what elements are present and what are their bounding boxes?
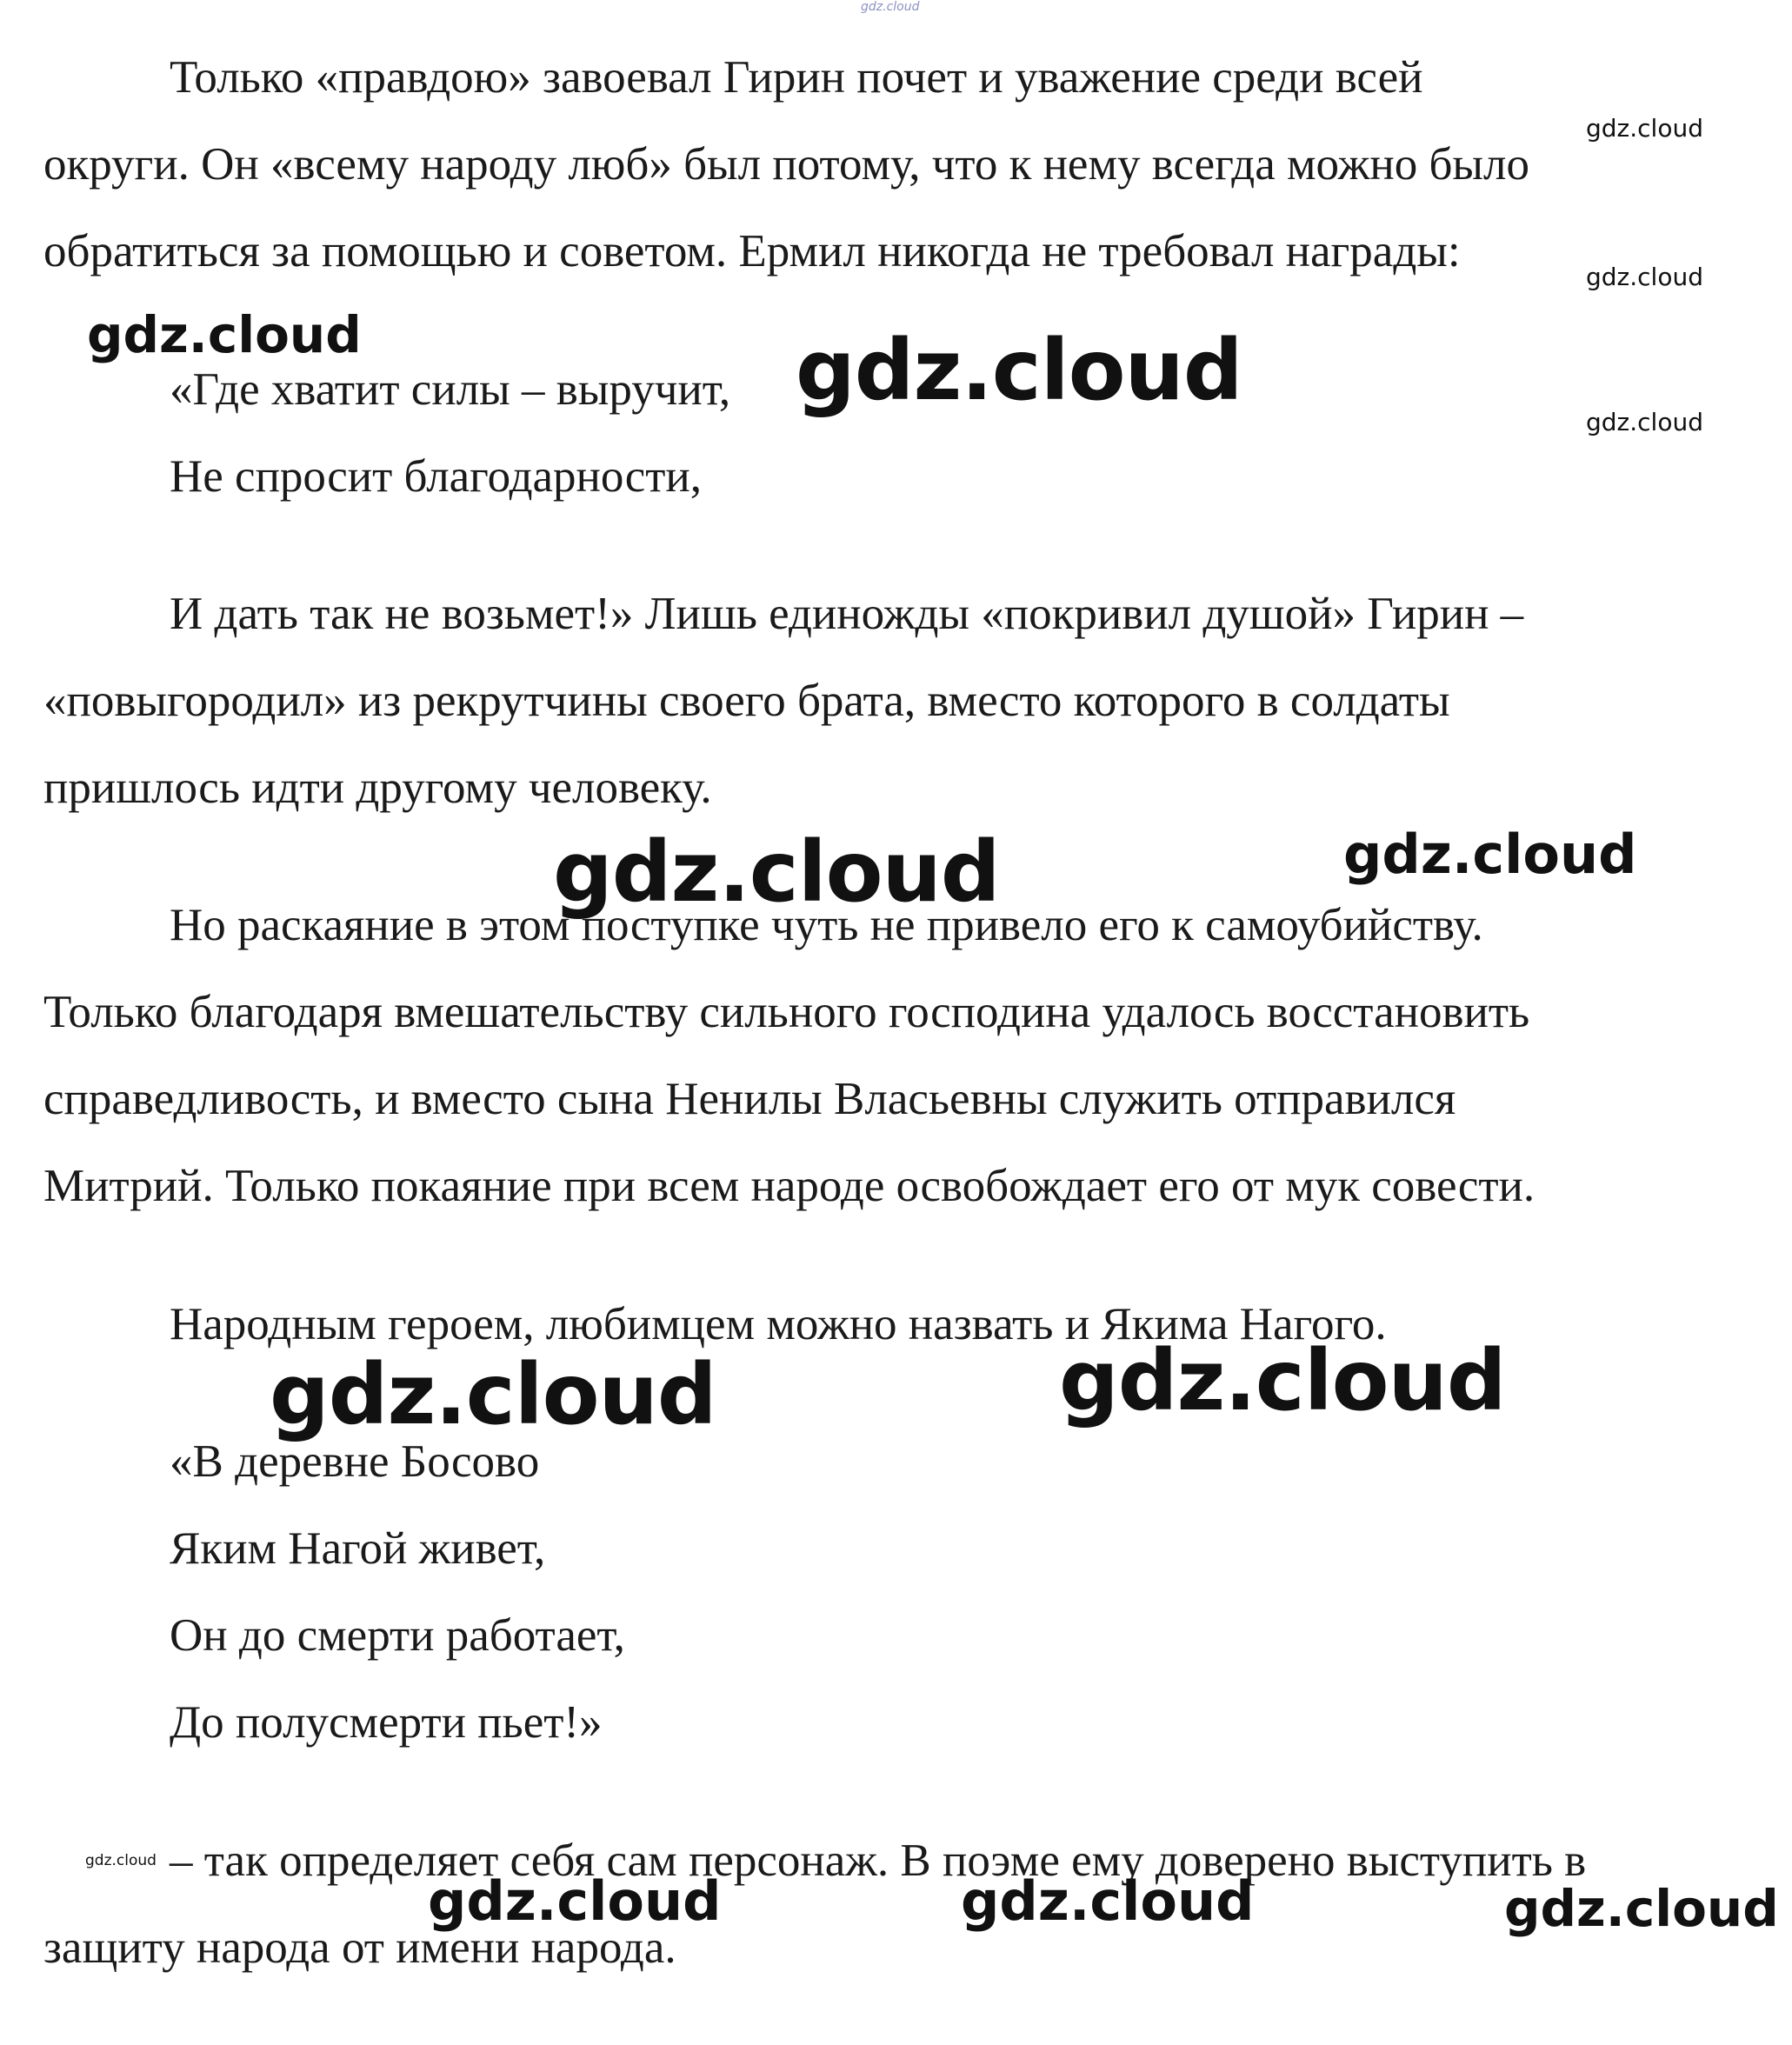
- paragraph-line: пришлось идти другому человеку.: [43, 763, 712, 813]
- verse-line: Яким Нагой живет,: [170, 1523, 546, 1574]
- paragraph-line: – так определяет себя сам персонаж. В поэме ему доверено выступить в: [170, 1835, 1587, 1886]
- watermark: gdz.cloud: [553, 823, 1000, 921]
- watermark: gdz.cloud: [85, 1852, 157, 1869]
- watermark: gdz.cloud: [961, 1869, 1255, 1933]
- verse-line: «В деревне Босово: [170, 1436, 540, 1487]
- watermark: gdz.cloud: [1504, 1879, 1779, 1938]
- verse-line: До полусмерти пьет!»: [170, 1697, 603, 1748]
- watermark: gdz.cloud: [1059, 1332, 1506, 1429]
- paragraph-line: Только благодаря вмешательству сильного господина удалось восстановить: [43, 987, 1530, 1037]
- verse-line: Он до смерти работает,: [170, 1610, 625, 1661]
- paragraph-line: Митрий. Только покаяние при всем народе освобождает его от мук совести.: [43, 1161, 1536, 1211]
- paragraph-line: «повыгородил» из рекрутчины своего брата, вместо которого в солдаты: [43, 676, 1450, 726]
- paragraph-line: справедливость, и вместо сына Ненилы Власьевны служить отправился: [43, 1074, 1456, 1124]
- paragraph-line: Только «правдою» завоевал Гирин почет и уважение среди всей: [170, 52, 1423, 103]
- watermark: gdz.cloud: [1586, 263, 1703, 291]
- verse-line: Не спросит благодарности,: [170, 451, 703, 502]
- watermark: gdz.cloud: [87, 305, 362, 364]
- watermark: gdz.cloud: [270, 1346, 716, 1443]
- watermark-top: gdz.cloud: [861, 0, 920, 14]
- verse-line: «Где хватит силы – выручит,: [170, 364, 731, 415]
- watermark: gdz.cloud: [1586, 114, 1703, 143]
- paragraph-line: защиту народа от имени народа.: [43, 1922, 676, 1973]
- paragraph-line: Но раскаяние в этом поступке чуть не привело его к самоубийству.: [170, 900, 1483, 950]
- paragraph-line: Народным героем, любимцем можно назвать и Якима Нагого.: [170, 1299, 1387, 1349]
- paragraph-line: округи. Он «всему народу люб» был потому, что к нему всегда можно было: [43, 139, 1529, 190]
- paragraph-line: обратиться за помощью и советом. Ермил никогда не требовал награды:: [43, 226, 1461, 276]
- watermark: gdz.cloud: [428, 1869, 722, 1933]
- watermark: gdz.cloud: [796, 322, 1242, 419]
- watermark: gdz.cloud: [1343, 823, 1637, 886]
- paragraph-line: И дать так не возьмет!» Лишь единожды «покривил душой» Гирин –: [170, 589, 1524, 639]
- watermark: gdz.cloud: [1586, 408, 1703, 436]
